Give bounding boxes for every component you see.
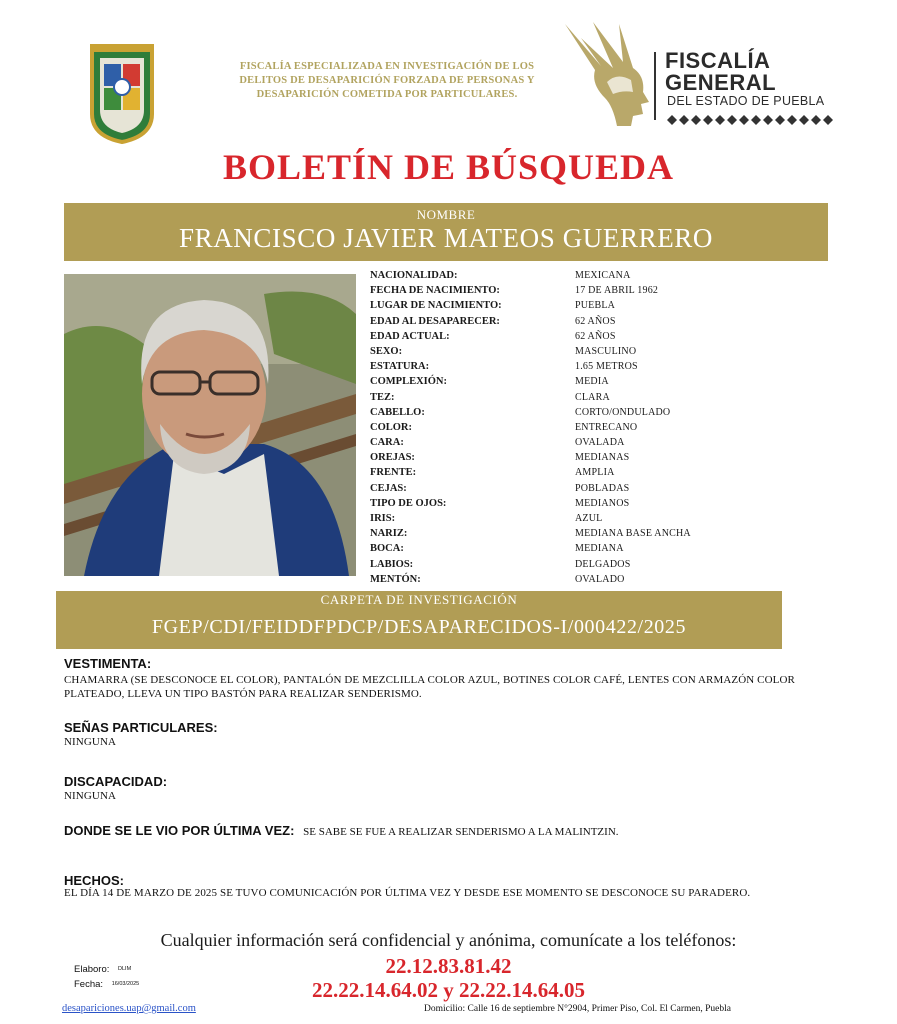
- attribute-value: CLARA: [575, 391, 610, 403]
- person-photo: [64, 274, 356, 576]
- attribute-row: [370, 435, 810, 450]
- attribute-row: [370, 465, 810, 480]
- attribute-value: DELGADOS: [575, 558, 631, 570]
- last-seen-heading: DONDE SE LE VIO POR ÚLTIMA VEZ:: [64, 823, 295, 838]
- attribute-row: [370, 481, 810, 496]
- marks-heading: SEÑAS PARTICULARES:: [64, 720, 218, 735]
- attribute-key: FECHA DE NACIMIENTO:: [370, 285, 500, 297]
- attribute-row: [370, 557, 810, 572]
- phone-numbers-2[interactable]: 22.22.14.64.02 y 22.22.14.64.05: [312, 978, 585, 1002]
- attribute-value: MEDIA: [575, 376, 609, 388]
- elaboro-label: Elaboro:: [74, 964, 110, 975]
- elaboro-row: [74, 964, 131, 975]
- attribute-key: ESTATURA:: [370, 361, 430, 373]
- attribute-row: [370, 526, 810, 541]
- attribute-value: MEXICANA: [575, 270, 631, 281]
- case-band: [56, 591, 782, 649]
- attribute-value: 62 AÑOS: [575, 330, 616, 342]
- attributes-list: [370, 268, 810, 587]
- attribute-key: COLOR:: [370, 421, 412, 433]
- contact-line: Cualquier información será confidencial y anónima, comunícate a los teléfonos:: [160, 930, 737, 950]
- attribute-value: 1.65 METROS: [575, 361, 638, 373]
- clothing-heading: VESTIMENTA:: [64, 656, 152, 671]
- person-name: FRANCISCO JAVIER MATEOS GUERRERO: [178, 223, 714, 253]
- attribute-row: [370, 374, 810, 389]
- attribute-value: OVALADA: [575, 437, 625, 449]
- last-seen-text: SE SABE SE FUE A REALIZAR SENDERISMO A LA MALINTZIN.: [303, 826, 619, 838]
- facts-text: EL DÍA 14 DE MARZO DE 2025 SE TUVO COMUNICACIÓN POR ÚLTIMA VEZ Y DESDE ESE MOMENTO SE DESCONOCE SU PARADERO.: [64, 887, 751, 899]
- fecha-value: 16/03/2025: [111, 981, 140, 988]
- attribute-row: [370, 298, 810, 313]
- attribute-value: MEDIANAS: [575, 452, 630, 464]
- attribute-row: [370, 496, 810, 511]
- fecha-row: [74, 979, 139, 990]
- attribute-key: FRENTE:: [370, 467, 417, 479]
- attribute-row: [370, 359, 810, 374]
- facts-section: [64, 873, 824, 900]
- phone-number-1[interactable]: 22.12.83.81.42: [385, 954, 512, 978]
- marks-section: [64, 720, 218, 749]
- fiscalia-logo-title: FISCALÍA GENERAL: [665, 48, 777, 95]
- attribute-value: ENTRECANO: [575, 421, 638, 433]
- attribute-key: EDAD AL DESAPARECER:: [370, 315, 500, 327]
- last-seen-section: [64, 823, 619, 838]
- attribute-row: [370, 511, 810, 526]
- bulletin-title: BOLETÍN DE BÚSQUEDA: [222, 147, 675, 187]
- attribute-key: LABIOS:: [370, 558, 414, 570]
- attribute-key: MENTÓN:: [370, 573, 421, 585]
- case-number: FGEP/CDI/FEIDDFPDCP/DESAPARECIDOS-I/000422/2025: [151, 616, 687, 638]
- attribute-value: OVALADO: [575, 573, 625, 585]
- attribute-key: CEJAS:: [370, 482, 407, 494]
- case-label: CARPETA DE INVESTIGACIÓN: [320, 592, 518, 607]
- attribute-value: MEDIANA BASE ANCHA: [575, 528, 691, 540]
- attribute-row: [370, 541, 810, 556]
- attribute-row: [370, 283, 810, 298]
- attribute-key: TIPO DE OJOS:: [370, 497, 447, 509]
- email-link[interactable]: desapariciones.uap@gmail.com: [62, 1003, 196, 1014]
- attribute-value: PUEBLA: [575, 300, 616, 312]
- attribute-key: BOCA:: [370, 543, 404, 555]
- attribute-key: SEXO:: [370, 345, 403, 357]
- attribute-row: [370, 314, 810, 329]
- office-address: Domicilio: Calle 16 de septiembre N°2904, Primer Piso, Col. El Carmen, Puebla: [424, 1004, 731, 1014]
- logo-pattern-decoration: [667, 112, 835, 122]
- clothing-section: [64, 656, 834, 701]
- elaboro-value: DLIM: [118, 966, 132, 973]
- attribute-key: EDAD ACTUAL:: [370, 330, 450, 342]
- attribute-key: NACIONALIDAD:: [370, 270, 458, 281]
- clothing-text: CHAMARRA (SE DESCONOCE EL COLOR), PANTALÓN DE MEZCLILLA COLOR AZUL, BOTINES COLOR CAFÉ, LENTES CON ARMAZÓN COLOR PLATEADO, LLEVA UN TIPO BASTÓN PARA REALIZAR SENDERISMO.: [64, 674, 795, 700]
- attribute-row: [370, 390, 810, 405]
- agency-name: FISCALÍA ESPECIALIZADA EN INVESTIGACIÓN DE LOS DELITOS DE DESAPARICIÓN FORZADA DE PERSONAS Y DESAPARICIÓN COMETIDA POR PARTICULARES.: [239, 61, 535, 100]
- attribute-key: COMPLEXIÓN:: [370, 376, 447, 388]
- attribute-key: CABELLO:: [370, 406, 425, 418]
- attribute-row: [370, 420, 810, 435]
- attribute-row: [370, 450, 810, 465]
- facts-heading: HECHOS:: [64, 873, 124, 888]
- attribute-row: [370, 344, 810, 359]
- fecha-label: Fecha:: [74, 979, 104, 990]
- attribute-row: [370, 268, 810, 283]
- attribute-key: LUGAR DE NACIMIENTO:: [370, 300, 502, 312]
- attribute-value: 62 AÑOS: [575, 315, 616, 327]
- attribute-value: AMPLIA: [575, 467, 615, 479]
- state-crest-logo: [86, 44, 158, 144]
- disability-heading: DISCAPACIDAD:: [64, 774, 168, 789]
- fiscalia-logo-subtitle: DEL ESTADO DE PUEBLA: [667, 94, 825, 108]
- marks-text: NINGUNA: [64, 736, 117, 748]
- name-label: NOMBRE: [416, 207, 476, 222]
- attribute-value: POBLADAS: [575, 482, 630, 494]
- attribute-value: 17 DE ABRIL 1962: [575, 285, 659, 297]
- attribute-value: AZUL: [575, 513, 603, 524]
- attribute-row: [370, 405, 810, 420]
- disability-section: [64, 774, 167, 803]
- attribute-key: TEZ:: [370, 391, 395, 403]
- attribute-value: CORTO/ONDULADO: [575, 406, 671, 418]
- attribute-key: NARIZ:: [370, 528, 408, 540]
- attribute-value: MEDIANOS: [575, 497, 630, 509]
- attribute-row: [370, 329, 810, 344]
- attribute-value: MEDIANA: [575, 543, 624, 555]
- attribute-key: OREJAS:: [370, 452, 415, 464]
- attribute-value: MASCULINO: [575, 345, 637, 357]
- attribute-key: CARA:: [370, 437, 404, 449]
- logo-divider: [654, 52, 656, 120]
- attribute-key: IRIS:: [370, 513, 396, 524]
- disability-text: NINGUNA: [64, 790, 117, 802]
- name-band: [64, 203, 828, 261]
- attribute-row: [370, 572, 810, 587]
